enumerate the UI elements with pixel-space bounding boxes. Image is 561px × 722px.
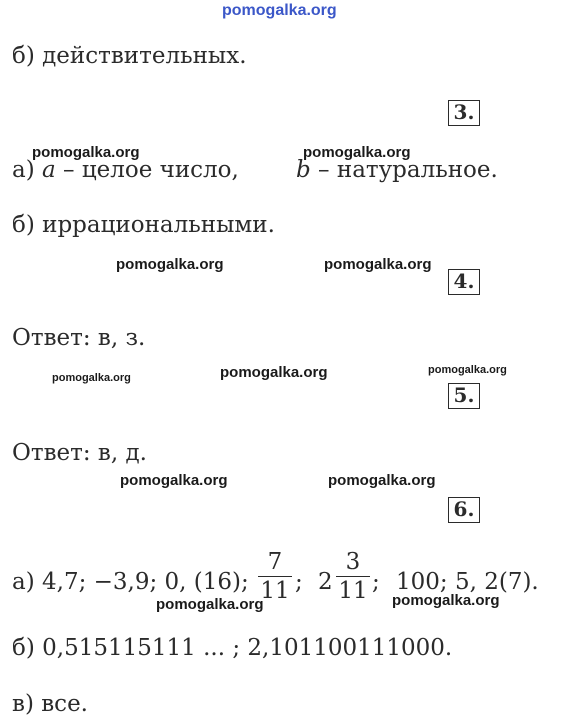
- watermark-top: pomogalka.org: [222, 2, 337, 19]
- watermark: pomogalka.org: [32, 144, 140, 161]
- watermark: pomogalka.org: [324, 256, 432, 273]
- s3-answer-a: [12, 156, 239, 184]
- watermark: pomogalka.org: [328, 472, 436, 489]
- s6-answer-b: б) 0,515115111 ... ; 2,101100111000.: [12, 635, 453, 661]
- fraction-denominator: 11: [260, 578, 290, 604]
- s3-a-prefix: а): [12, 157, 35, 183]
- task-number-badge-3: 3.: [448, 100, 480, 126]
- fraction-denominator: 11: [338, 578, 368, 604]
- fraction-numerator: 7: [267, 549, 283, 575]
- fraction-bar: [336, 576, 370, 577]
- s3-a-text2: – натуральное.: [318, 157, 498, 183]
- fraction-3-11: [336, 549, 370, 604]
- watermark: pomogalka.org: [428, 364, 507, 376]
- watermark: pomogalka.org: [303, 144, 411, 161]
- task-number-badge-5: 5.: [448, 383, 480, 409]
- watermark: pomogalka.org: [392, 592, 500, 609]
- s2-answer-b: б) действительных.: [12, 43, 247, 69]
- fraction-numerator: 3: [345, 549, 361, 575]
- s5-answer: Ответ: в, д.: [12, 440, 147, 466]
- s6-mixed-whole: 2: [318, 569, 333, 595]
- watermark: pomogalka.org: [116, 256, 224, 273]
- fraction-bar: [258, 576, 292, 577]
- s6-sep1: ;: [295, 569, 303, 595]
- watermark: pomogalka.org: [156, 596, 264, 613]
- task-number-badge-4: 4.: [448, 269, 480, 295]
- task-number-badge-6: 6.: [448, 497, 480, 523]
- s3-var-a: a: [42, 157, 56, 183]
- watermark: pomogalka.org: [220, 364, 328, 381]
- s4-answer: Ответ: в, з.: [12, 325, 146, 351]
- s3-a-text1: – целое число,: [63, 157, 239, 183]
- s6-answer-a-lead: а) 4,7; −3,9; 0, (16);: [12, 569, 249, 595]
- s3-answer-b: б) иррациональными.: [12, 212, 275, 238]
- watermark: pomogalka.org: [120, 472, 228, 489]
- s3-answer-a-part2: [296, 156, 498, 184]
- s3-var-b: b: [296, 157, 311, 183]
- s6-answer-c: в) все.: [12, 691, 88, 717]
- s6-answer-a-tail: 100; 5, 2(7).: [396, 569, 539, 595]
- s6-sep2: ;: [372, 569, 380, 595]
- watermark: pomogalka.org: [52, 372, 131, 384]
